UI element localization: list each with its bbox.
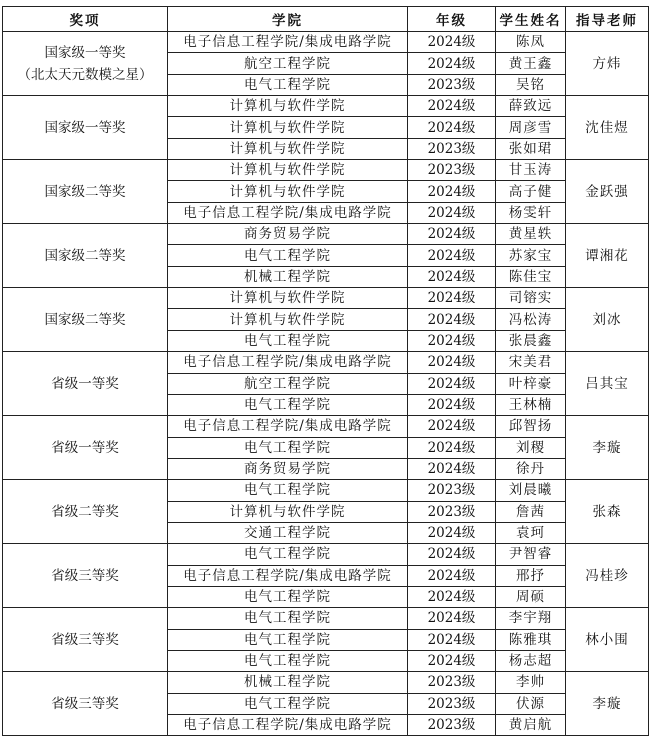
student-cell: 詹茜 [496,501,566,522]
advisor-cell: 林小围 [566,608,649,672]
college-cell: 电子信息工程学院/集成电路学院 [168,32,408,53]
student-cell: 刘晨曦 [496,480,566,501]
grade-cell: 2023级 [408,672,496,693]
college-cell: 交通工程学院 [168,522,408,543]
grade-cell: 2024级 [408,565,496,586]
award-label: 省级三等奖 [51,567,119,584]
student-cell: 张如珺 [496,138,566,159]
award-cell [3,352,168,416]
table-row [3,672,649,693]
student-cell: 杨雯轩 [496,202,566,223]
student-cell: 苏家宝 [496,245,566,266]
grade-cell: 2024级 [408,309,496,330]
college-cell: 计算机与软件学院 [168,309,408,330]
student-cell: 叶梓豪 [496,373,566,394]
college-cell: 电子信息工程学院/集成电路学院 [168,202,408,223]
header-award: 奖项 [3,7,168,32]
grade-cell: 2024级 [408,522,496,543]
student-cell: 伏源 [496,693,566,714]
student-cell: 黄星轶 [496,224,566,245]
advisor-cell: 张森 [566,480,649,544]
table-row [3,96,649,117]
advisor-cell: 李璇 [566,416,649,480]
student-cell: 杨志超 [496,650,566,671]
college-cell: 电气工程学院 [168,629,408,650]
table-row [3,608,649,629]
table-row [3,416,649,437]
grade-cell: 2024级 [408,416,496,437]
college-cell: 计算机与软件学院 [168,138,408,159]
college-cell: 电气工程学院 [168,437,408,458]
grade-cell: 2024级 [408,117,496,138]
award-label: 国家级二等奖 [44,311,126,328]
student-cell: 张晨鑫 [496,330,566,351]
college-cell: 电气工程学院 [168,480,408,501]
college-cell: 电气工程学院 [168,650,408,671]
student-cell: 黄启航 [496,715,566,736]
table-row [3,288,649,309]
student-cell: 周彦雪 [496,117,566,138]
header-row [3,7,649,32]
grade-cell: 2023级 [408,138,496,159]
college-cell: 电子信息工程学院/集成电路学院 [168,565,408,586]
award-cell [3,608,168,672]
college-cell: 计算机与软件学院 [168,96,408,117]
college-cell: 商务贸易学院 [168,458,408,479]
college-cell: 电气工程学院 [168,586,408,607]
grade-cell: 2024级 [408,96,496,117]
grade-cell: 2024级 [408,53,496,74]
grade-cell: 2024级 [408,437,496,458]
student-cell: 司镕实 [496,288,566,309]
award-cell [3,416,168,480]
student-cell: 尹智睿 [496,544,566,565]
grade-cell: 2024级 [408,544,496,565]
college-cell: 计算机与软件学院 [168,160,408,181]
college-cell: 计算机与软件学院 [168,181,408,202]
college-cell: 计算机与软件学院 [168,117,408,138]
award-label: 国家级二等奖 [44,247,126,264]
award-cell [3,480,168,544]
advisor-cell: 冯桂珍 [566,544,649,608]
grade-cell: 2024级 [408,352,496,373]
grade-cell: 2024级 [408,394,496,415]
advisor-cell: 刘冰 [566,288,649,352]
grade-cell: 2024级 [408,608,496,629]
grade-cell: 2024级 [408,330,496,351]
college-cell: 计算机与软件学院 [168,288,408,309]
award-label: 省级二等奖 [51,503,119,520]
table-row [3,160,649,181]
college-cell: 电气工程学院 [168,693,408,714]
college-cell: 电气工程学院 [168,74,408,95]
grade-cell: 2023级 [408,480,496,501]
student-cell: 陈雅琪 [496,629,566,650]
student-cell: 王林楠 [496,394,566,415]
grade-cell: 2024级 [408,288,496,309]
student-cell: 刘稷 [496,437,566,458]
college-cell: 电气工程学院 [168,608,408,629]
award-cell [3,544,168,608]
college-cell: 航空工程学院 [168,53,408,74]
college-cell: 电子信息工程学院/集成电路学院 [168,715,408,736]
table-row [3,480,649,501]
table-row [3,224,649,245]
student-cell: 吴铭 [496,74,566,95]
college-cell: 商务贸易学院 [168,224,408,245]
student-cell: 高子健 [496,181,566,202]
advisor-cell: 金跃强 [566,160,649,224]
student-cell: 徐丹 [496,458,566,479]
grade-cell: 2024级 [408,224,496,245]
college-cell: 电子信息工程学院/集成电路学院 [168,416,408,437]
grade-cell: 2023级 [408,160,496,181]
student-cell: 李宇翔 [496,608,566,629]
college-cell: 机械工程学院 [168,266,408,287]
college-cell: 航空工程学院 [168,373,408,394]
college-cell: 电子信息工程学院/集成电路学院 [168,352,408,373]
college-cell: 电气工程学院 [168,544,408,565]
header-college: 学院 [168,7,408,32]
grade-cell: 2024级 [408,181,496,202]
award-label: 省级一等奖 [51,375,119,392]
advisor-cell: 吕其宝 [566,352,649,416]
grade-cell: 2024级 [408,629,496,650]
award-label: 国家级二等奖 [44,183,126,200]
grade-cell: 2024级 [408,32,496,53]
award-cell [3,224,168,288]
advisor-cell: 谭湘花 [566,224,649,288]
college-cell: 计算机与软件学院 [168,501,408,522]
grade-cell: 2024级 [408,202,496,223]
student-cell: 邱智扬 [496,416,566,437]
award-cell [3,288,168,352]
grade-cell: 2023级 [408,715,496,736]
grade-cell: 2024级 [408,458,496,479]
grade-cell: 2024级 [408,245,496,266]
college-cell: 机械工程学院 [168,672,408,693]
table-row [3,544,649,565]
student-cell: 黄王鑫 [496,53,566,74]
header-grade: 年级 [408,7,496,32]
award-cell [3,96,168,160]
student-cell: 甘玉涛 [496,160,566,181]
college-cell: 电气工程学院 [168,330,408,351]
student-cell: 冯松涛 [496,309,566,330]
grade-cell: 2024级 [408,586,496,607]
grade-cell: 2023级 [408,693,496,714]
award-label: 省级一等奖 [51,439,119,456]
student-cell: 薛致远 [496,96,566,117]
table-row [3,32,649,53]
college-cell: 电气工程学院 [168,245,408,266]
award-cell [3,160,168,224]
award-cell [3,32,168,96]
award-label: 省级三等奖 [51,631,119,648]
student-cell: 陈佳宝 [496,266,566,287]
award-label: 国家级一等奖 [44,119,126,136]
grade-cell: 2023级 [408,74,496,95]
award-cell [3,672,168,736]
header-advisor: 指导老师 [566,7,649,32]
grade-cell: 2023级 [408,501,496,522]
award-label: 国家级一等奖 [44,44,126,61]
table-row [3,352,649,373]
award-note: （北太天元数模之星） [17,66,153,83]
advisor-cell: 李璇 [566,672,649,736]
grade-cell: 2024级 [408,650,496,671]
college-cell: 电气工程学院 [168,394,408,415]
student-cell: 周硕 [496,586,566,607]
student-cell: 宋美君 [496,352,566,373]
advisor-cell: 方炜 [566,32,649,96]
student-cell: 邢抒 [496,565,566,586]
table-body [3,32,649,736]
award-label: 省级三等奖 [51,695,119,712]
student-cell: 袁珂 [496,522,566,543]
header-student: 学生姓名 [496,7,566,32]
awards-table [2,6,649,736]
student-cell: 李帅 [496,672,566,693]
student-cell: 陈凤 [496,32,566,53]
grade-cell: 2024级 [408,373,496,394]
grade-cell: 2024级 [408,266,496,287]
advisor-cell: 沈佳煜 [566,96,649,160]
